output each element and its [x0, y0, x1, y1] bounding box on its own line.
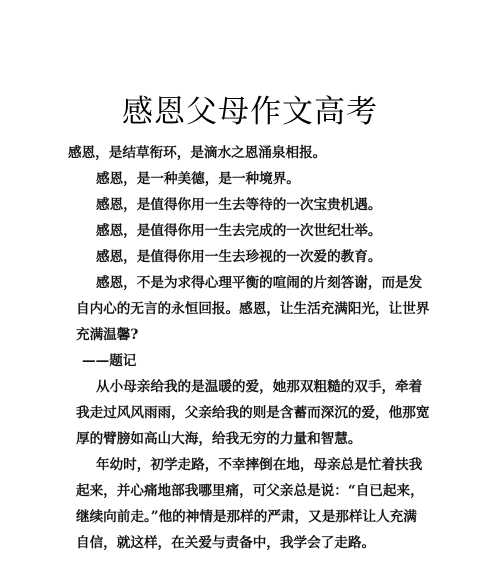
paragraph-3-line-3: 继续向前走。”他的神情是那样的严肃，又是那样让人充满: [76, 509, 417, 525]
intro-paragraph-line-3: 充满温馨?: [76, 327, 139, 343]
intro-paragraph-line-2: 自内心的无言的永恒回报。感恩，让生活充满阳光，让世界: [76, 301, 430, 317]
paragraph-2-line-2: 我走过风风雨雨，父亲给我的则是含蓄而深沉的爱，他那宽: [76, 405, 430, 421]
paragraph-2-line-3: 厚的臂膀如高山大海，给我无穷的力量和智慧。: [76, 431, 362, 447]
opening-line-5: 感恩，是值得你用一生去珍视的一次爱的教育。: [96, 249, 382, 265]
paragraph-3-line-2: 起来，并心痛地部我哪里痛，可父亲总是说：“自已起来，: [76, 483, 424, 499]
opening-line-2: 感恩，是一种美德，是一种境界。: [96, 171, 300, 187]
paragraph-3-line-1: 年幼时，初学走路，不幸摔倒在地，母亲总是忙着扶我: [96, 457, 423, 473]
opening-line-1: 感恩，是结草衔环，是滴水之恩涌泉相报。: [68, 145, 327, 161]
paragraph-3-line-4: 自信，就这样，在关爱与责备中，我学会了走路。: [76, 535, 376, 551]
document-body: [68, 140, 432, 556]
epigraph: ——题记: [82, 353, 137, 369]
opening-line-4: 感恩，是值得你用一生去完成的一次世纪壮举。: [96, 223, 382, 239]
intro-paragraph-line-1: 感恩，不是为求得心理平衡的喧闹的片刻答谢，而是发: [96, 275, 423, 291]
opening-line-3: 感恩，是值得你用一生去等待的一次宝贵机遇。: [96, 197, 382, 213]
paragraph-2-line-1: 从小母亲给我的是温暖的爱，她那双粗糙的双手，牵着: [96, 379, 423, 395]
document-title: 感恩父母作文高考: [122, 94, 378, 130]
